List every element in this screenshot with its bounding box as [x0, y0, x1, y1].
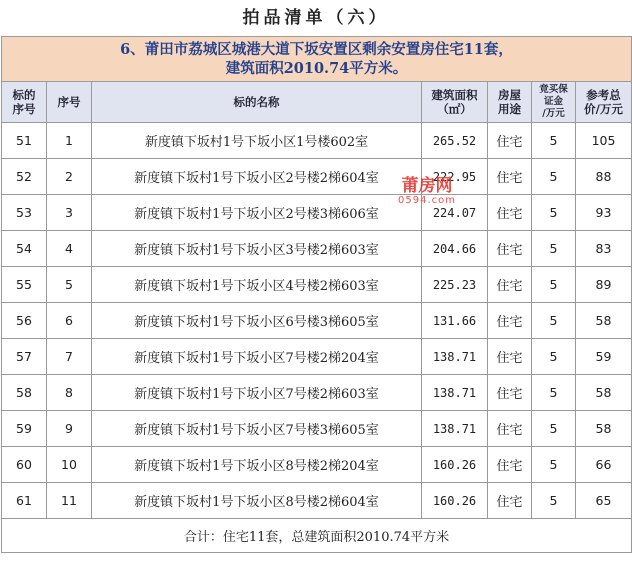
- cell-price: 58: [576, 411, 632, 447]
- cell-use: 住宅: [488, 159, 532, 195]
- cell-use: 住宅: [488, 303, 532, 339]
- cell-seq-no: 10: [47, 447, 92, 483]
- cell-price: 88: [576, 159, 632, 195]
- header-deposit-line2: 证金: [543, 96, 563, 107]
- cell-use: 住宅: [488, 483, 532, 519]
- cell-lot-no: 59: [2, 411, 47, 447]
- cell-deposit: 5: [532, 411, 576, 447]
- cell-use: 住宅: [488, 231, 532, 267]
- auction-list-table: [1, 36, 632, 553]
- cell-price: 58: [576, 375, 632, 411]
- header-deposit: [532, 82, 576, 123]
- cell-use: 住宅: [488, 123, 532, 159]
- cell-seq-no: 11: [47, 483, 92, 519]
- cell-seq-no: 2: [47, 159, 92, 195]
- table-row: [2, 195, 632, 231]
- cell-price: 59: [576, 339, 632, 375]
- cell-lot-no: 61: [2, 483, 47, 519]
- cell-area: 131.66: [422, 303, 488, 339]
- table-row: [2, 375, 632, 411]
- header-area-line1: 建筑面积: [431, 88, 478, 102]
- banner-cell: [2, 37, 632, 82]
- cell-seq-no: 7: [47, 339, 92, 375]
- cell-lot-name: 新度镇下坂村1号下坂小区2号楼2梯604室: [92, 159, 422, 195]
- cell-lot-name: 新度镇下坂村1号下坂小区8号楼2梯604室: [92, 483, 422, 519]
- header-area-line2: （㎡）: [437, 102, 472, 116]
- header-deposit-line1: 竞买保: [539, 84, 568, 95]
- banner-line-2: 建筑面积2010.74平方米。: [225, 60, 408, 77]
- cell-use: 住宅: [488, 375, 532, 411]
- table-total-row: [2, 519, 632, 553]
- table-row: [2, 411, 632, 447]
- table-row: [2, 231, 632, 267]
- header-use-line1: 房屋: [498, 88, 521, 102]
- cell-price: 83: [576, 231, 632, 267]
- cell-area: 138.71: [422, 411, 488, 447]
- table-row: [2, 267, 632, 303]
- cell-seq-no: 6: [47, 303, 92, 339]
- cell-lot-name: 新度镇下坂村1号下坂小区3号楼2梯603室: [92, 231, 422, 267]
- cell-price: 66: [576, 447, 632, 483]
- cell-deposit: 5: [532, 303, 576, 339]
- cell-area: 160.26: [422, 447, 488, 483]
- cell-lot-no: 56: [2, 303, 47, 339]
- cell-price: 58: [576, 303, 632, 339]
- table-row: [2, 483, 632, 519]
- cell-lot-name: 新度镇下坂村1号下坂小区1号楼602室: [92, 123, 422, 159]
- cell-deposit: 5: [532, 375, 576, 411]
- cell-price: 65: [576, 483, 632, 519]
- header-price: [576, 82, 632, 123]
- cell-lot-name: 新度镇下坂村1号下坂小区6号楼3梯605室: [92, 303, 422, 339]
- watermark-main: 莆房网: [401, 176, 453, 196]
- cell-seq-no: 9: [47, 411, 92, 447]
- header-deposit-line3: /万元: [542, 108, 565, 119]
- table-row: [2, 123, 632, 159]
- cell-lot-no: 58: [2, 375, 47, 411]
- cell-area: 138.71: [422, 339, 488, 375]
- header-lot-no: [2, 82, 47, 123]
- header-lot-no-line1: 标的: [12, 88, 36, 102]
- cell-deposit: 5: [532, 123, 576, 159]
- header-use: [488, 82, 532, 123]
- cell-lot-no: 60: [2, 447, 47, 483]
- cell-lot-no: 55: [2, 267, 47, 303]
- banner-line-1: 6、莆田市荔城区城港大道下坂安置区剩余安置房住宅11套，: [120, 41, 513, 58]
- cell-deposit: 5: [532, 339, 576, 375]
- cell-price: 105: [576, 123, 632, 159]
- cell-lot-name: 新度镇下坂村1号下坂小区7号楼2梯603室: [92, 375, 422, 411]
- cell-seq-no: 4: [47, 231, 92, 267]
- cell-lot-no: 57: [2, 339, 47, 375]
- header-price-line2: 价/万元: [584, 102, 623, 116]
- header-name: 标的名称: [92, 82, 422, 123]
- table-row: [2, 303, 632, 339]
- cell-area: 222.95: [422, 159, 488, 195]
- cell-lot-name: 新度镇下坂村1号下坂小区8号楼2梯204室: [92, 447, 422, 483]
- cell-deposit: 5: [532, 483, 576, 519]
- cell-lot-name: 新度镇下坂村1号下坂小区4号楼2梯603室: [92, 267, 422, 303]
- cell-lot-name: 新度镇下坂村1号下坂小区7号楼2梯204室: [92, 339, 422, 375]
- cell-area: 160.26: [422, 483, 488, 519]
- cell-seq-no: 3: [47, 195, 92, 231]
- cell-use: 住宅: [488, 195, 532, 231]
- table-body: [2, 123, 632, 519]
- cell-area: 224.07: [422, 195, 488, 231]
- cell-lot-name: 新度镇下坂村1号下坂小区2号楼3梯606室: [92, 195, 422, 231]
- cell-deposit: 5: [532, 195, 576, 231]
- table-row: [2, 339, 632, 375]
- cell-area: 138.71: [422, 375, 488, 411]
- cell-area: 265.52: [422, 123, 488, 159]
- cell-price: 89: [576, 267, 632, 303]
- cell-area: 225.23: [422, 267, 488, 303]
- cell-price: 93: [576, 195, 632, 231]
- cell-deposit: 5: [532, 447, 576, 483]
- header-seq-no: 序号: [47, 82, 92, 123]
- cell-area: 204.66: [422, 231, 488, 267]
- watermark-sub: 0594.com: [398, 195, 456, 206]
- cell-lot-no: 53: [2, 195, 47, 231]
- cell-use: 住宅: [488, 339, 532, 375]
- header-use-line2: 用途: [498, 102, 521, 116]
- cell-deposit: 5: [532, 267, 576, 303]
- cell-seq-no: 5: [47, 267, 92, 303]
- cell-deposit: 5: [532, 231, 576, 267]
- table-header-row: [2, 82, 632, 123]
- cell-seq-no: 1: [47, 123, 92, 159]
- cell-lot-no: 54: [2, 231, 47, 267]
- cell-lot-no: 52: [2, 159, 47, 195]
- header-lot-no-line2: 序号: [12, 102, 36, 116]
- table-row: [2, 447, 632, 483]
- header-price-line1: 参考总: [586, 88, 621, 102]
- cell-seq-no: 8: [47, 375, 92, 411]
- cell-use: 住宅: [488, 411, 532, 447]
- page-title: 拍品清单（六）: [242, 8, 390, 28]
- cell-lot-no: 51: [2, 123, 47, 159]
- table-banner: [2, 37, 632, 82]
- header-area: [422, 82, 488, 123]
- cell-lot-name: 新度镇下坂村1号下坂小区7号楼3梯605室: [92, 411, 422, 447]
- total-cell: 合计：住宅11套，总建筑面积2010.74平方米: [2, 519, 632, 553]
- cell-use: 住宅: [488, 447, 532, 483]
- cell-deposit: 5: [532, 159, 576, 195]
- cell-use: 住宅: [488, 267, 532, 303]
- table-row: [2, 159, 632, 195]
